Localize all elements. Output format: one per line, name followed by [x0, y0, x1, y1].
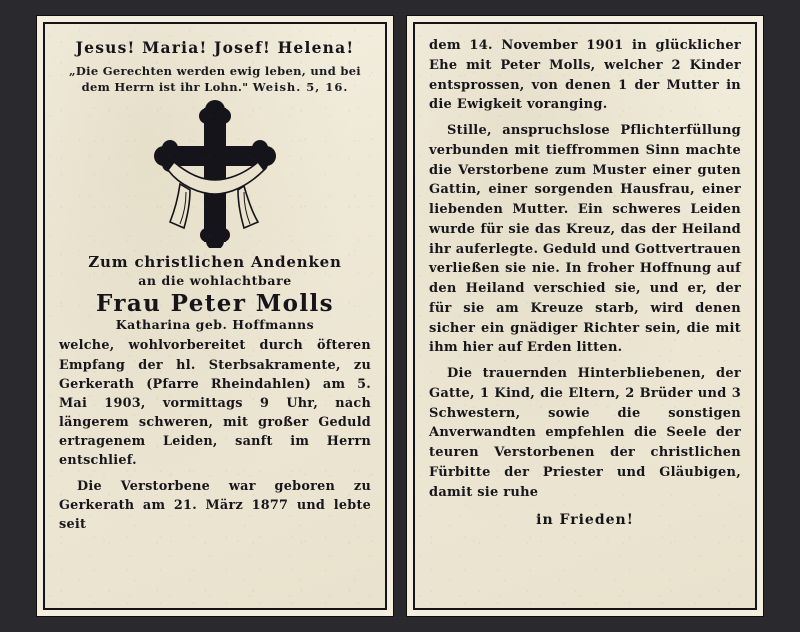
memoriam-line-1: Zum christlichen Andenken	[88, 253, 342, 272]
cross-illustration	[59, 99, 371, 249]
cross-with-shroud-icon	[140, 100, 290, 248]
verse-line-2-text: dem Herrn ist ihr Lohn."	[81, 79, 249, 94]
verse-line-1: „Die Gerechten werden ewig leben, und bei	[69, 64, 361, 78]
card-right-inner-border	[413, 22, 757, 610]
scripture-verse	[59, 64, 371, 95]
verse-line-2	[59, 80, 371, 96]
right-paragraph-3: Die trauernden Hinterbliebenen, der Gatte, 1 Kind, die Eltern, 2 Brüder und 3 Schwestern, sowie die sonstigen Anverwandten empfehlen die Seele der teuren Verstorbenen der christlichen Fürbitte der Priester und Gläubigen, damit sie ruhe	[429, 366, 741, 500]
deceased-name: Frau Peter Molls	[96, 290, 334, 318]
memoriam-line-2: an die wohlachtbare	[138, 273, 292, 289]
card-left-inner-border	[43, 22, 387, 610]
left-paragraph-2: Die Verstorbene war geboren zu Gerkerath am 21. März 1877 und lebte seit	[59, 478, 371, 533]
right-paragraph-2: Stille, anspruchslose Pflichterfüllung verbunden mit tieffrommen Sinn machte die Verstorbene zum Muster einer guten Gattin, einer sorgenden Hausfrau, einer liebenden Mutter. Ein schweres Leiden wurde für sie das Kreuz, das der Heiland ihr auferlegte. Geduld und Gottvertrauen verließen sie nie. In froher Hoffnung auf den Heiland verschied sie, und er, der für sie am Kreuze starb, wird denen sicher ein gnädiger Richter sein, die mit ihm hier auf Erden litten.	[429, 123, 741, 356]
left-paragraph-1: welche, wohlvorbereitet durch öfteren Empfang der hl. Sterbsakramente, zu Gerkerath (Pfarre Rheindahlen) am 5. Mai 1903, vormittags 9 Uhr, nach längerem schweren, mit großer Geduld ertragenem Leiden, sanft im Herrn entschlief.	[59, 338, 371, 469]
left-body-text	[59, 336, 371, 534]
memorial-card-left	[37, 16, 393, 616]
memorial-card-right	[407, 16, 763, 616]
deceased-maiden-name: Katharina geb. Hoffmanns	[115, 317, 315, 333]
right-body-text	[429, 36, 741, 502]
invocation-heading: Jesus! Maria! Josef! Helena!	[75, 38, 355, 57]
memoriam-block	[59, 253, 371, 332]
closing-blessing: in Frieden!	[536, 512, 634, 529]
right-paragraph-1: dem 14. November 1901 in glücklicher Ehe mit Peter Molls, welcher 2 Kinder entsprossen, von denen 1 der Mutter in die Ewigkeit voranging.	[429, 38, 741, 113]
verse-reference: Weish. 5, 16.	[252, 79, 349, 94]
